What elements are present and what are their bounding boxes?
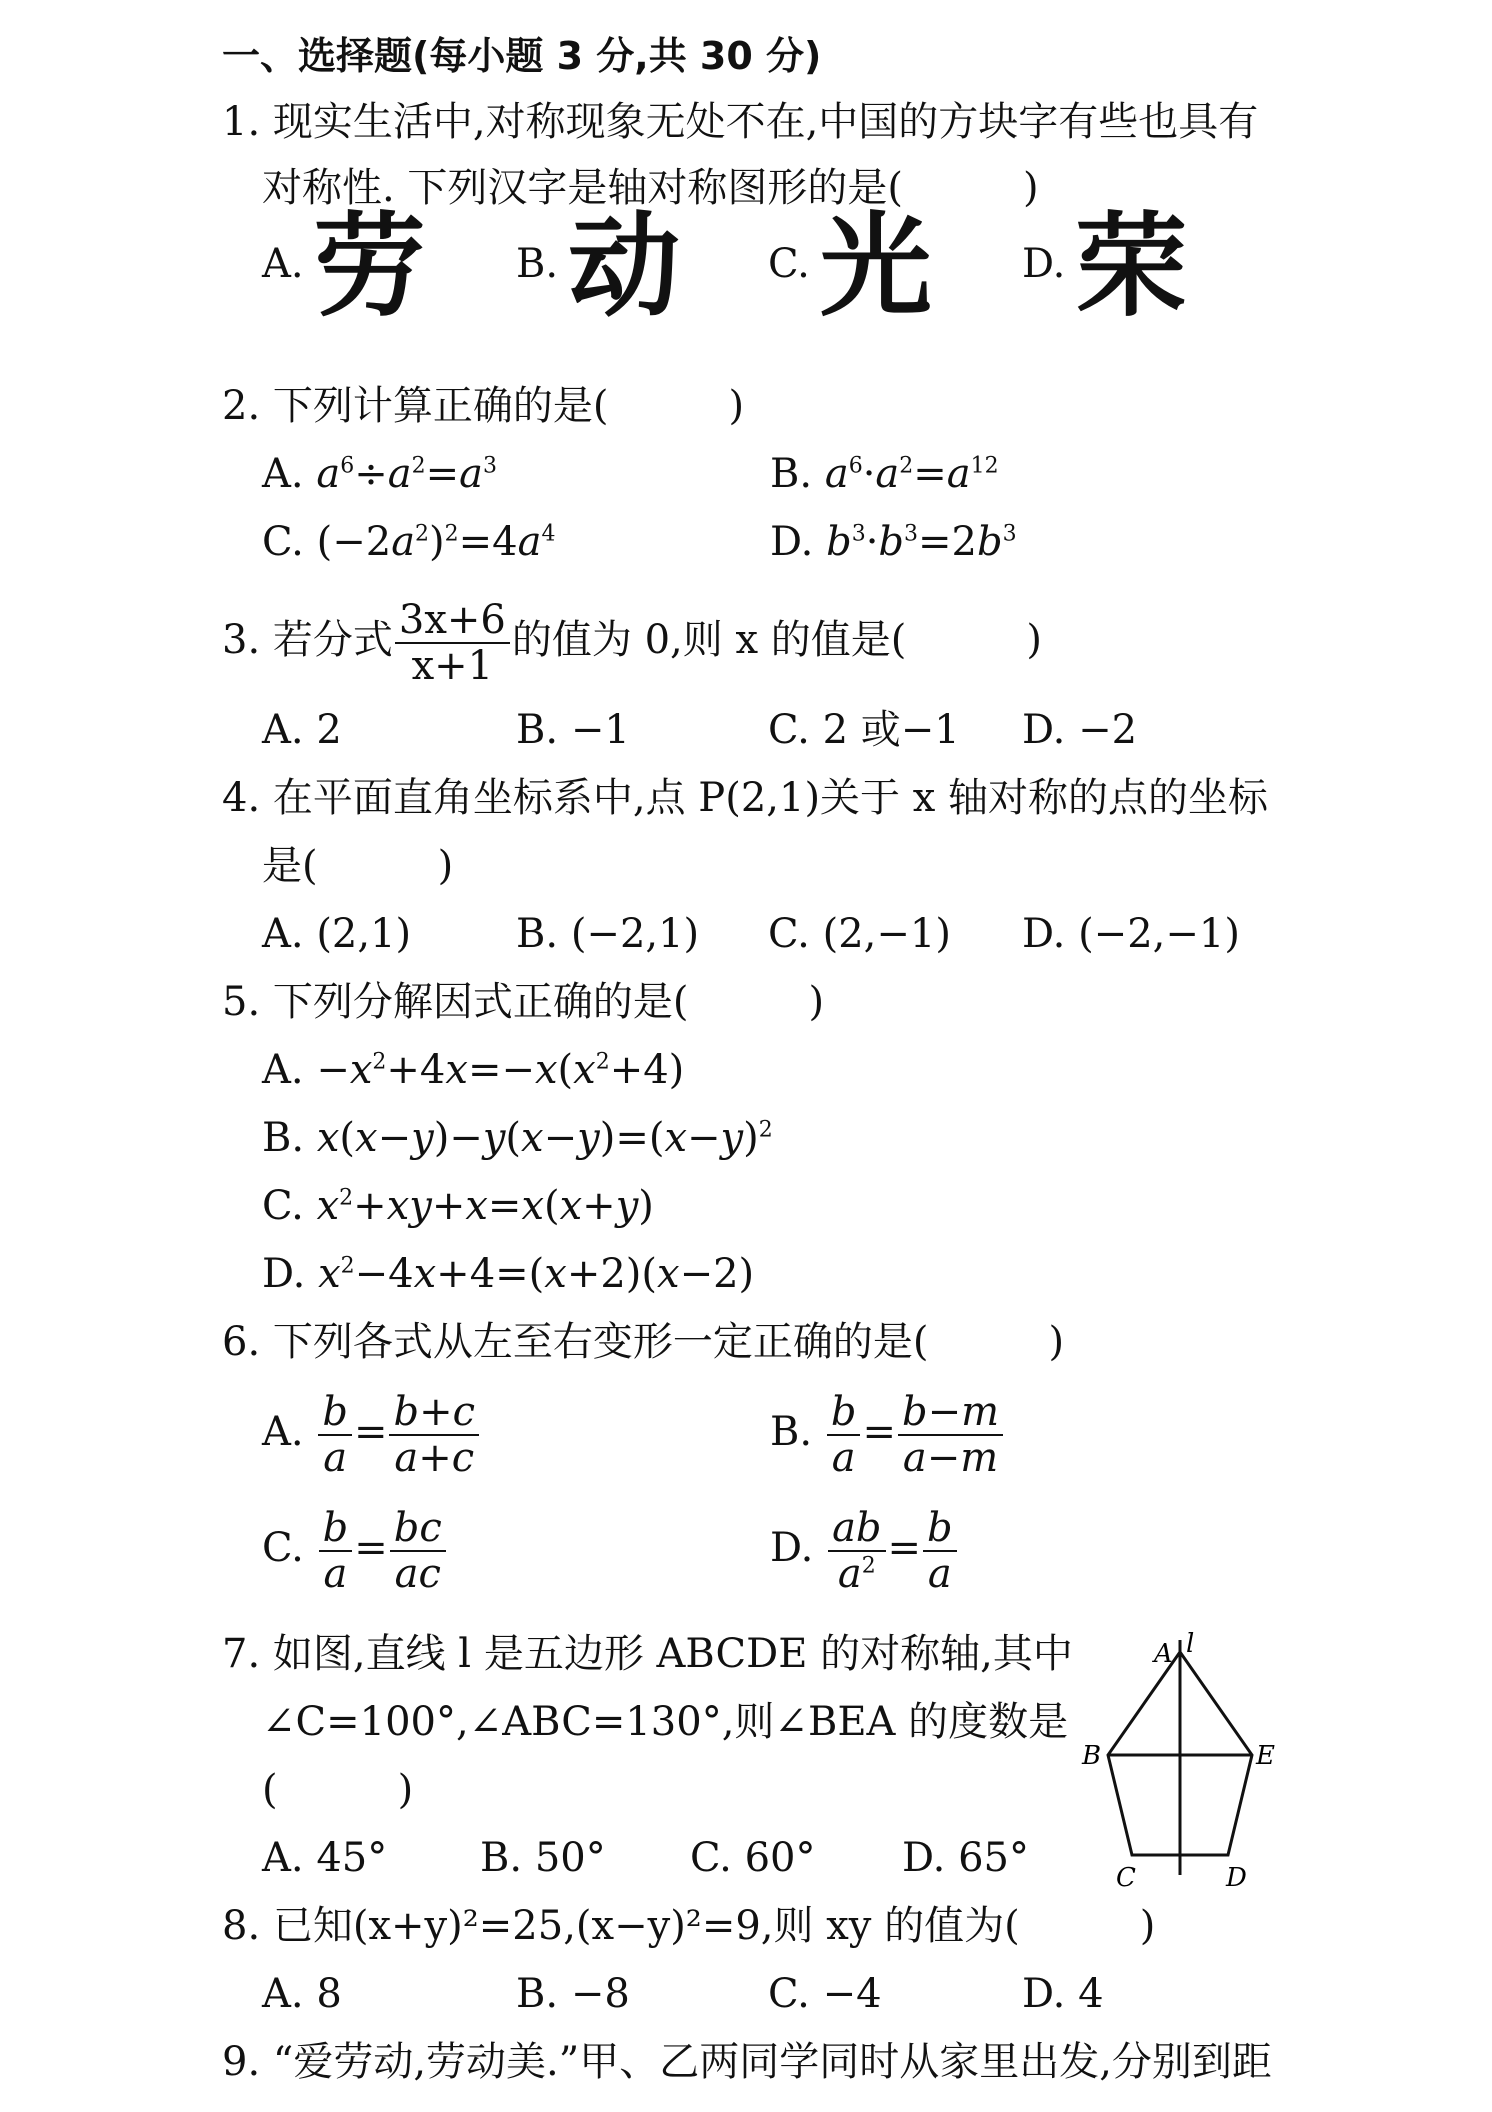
q2-option-c: C. $(-2a^2)^2=4a^4$ — [262, 519, 556, 565]
q6-option-b: B. $\frac{b}{a}$ = $\frac{b-m}{a-m}$ — [770, 1384, 1005, 1480]
q2-option-b: B. $a^6\cdot a^2=a^{12}$ — [770, 451, 999, 497]
q6-option-a: A. $\frac{b}{a}$ = $\frac{b+c}{a+c}$ — [262, 1384, 481, 1480]
q8-option-a: A. 8 — [262, 1971, 342, 2017]
q8-option-b: B. −8 — [516, 1971, 630, 2017]
q5-option-d: D. $x^2-4x+4=(x+2)(x-2)$ — [262, 1251, 755, 1297]
label-a: A — [1154, 1639, 1173, 1669]
q3-option-d: D. −2 — [1022, 707, 1138, 753]
q5-text: 5. 下列分解因式正确的是( ) — [222, 979, 825, 1025]
label-e: E — [1256, 1741, 1275, 1771]
q5-option-b: B. $x(x-y)-y(x-y)=(x-y)^2$ — [262, 1115, 773, 1161]
q4-option-d: D. (−2,−1) — [1022, 911, 1240, 957]
q7-text-line3: ( ) — [262, 1767, 414, 1813]
q4-text-line2: 是( ) — [262, 843, 454, 889]
label-l: l — [1186, 1630, 1195, 1659]
q1-option-c: C.光 — [768, 202, 932, 332]
q8-option-d: D. 4 — [1022, 1971, 1104, 2017]
q3-option-a: A. 2 — [262, 707, 342, 753]
section-title: 一、选择题(每小题 3 分,共 30 分) — [222, 34, 822, 78]
q7-option-c: C. 60° — [690, 1835, 816, 1881]
q8-option-c: C. −4 — [768, 1971, 882, 2017]
q8-text: 8. 已知(x+y)²=25,(x−y)²=9,则 xy 的值为( ) — [222, 1903, 1156, 1949]
q2-option-a: A. $a^6\div a^2=a^3$ — [262, 451, 497, 497]
q2-text: 2. 下列计算正确的是( ) — [222, 383, 745, 429]
q3-option-b: B. −1 — [516, 707, 630, 753]
q3-text: 3. 若分式 $\frac{3x+6}{x+1}$ 的值为 0,则 x 的值是( ) — [222, 597, 1042, 689]
q7-option-d: D. 65° — [902, 1835, 1029, 1881]
label-b: B — [1082, 1741, 1102, 1771]
hanzi-option-a: 劳 — [313, 202, 426, 332]
hanzi-option-d: 荣 — [1075, 202, 1188, 332]
q7-option-a: A. 45° — [262, 1835, 388, 1881]
q4-text-line1: 4. 在平面直角坐标系中,点 P(2,1)关于 x 轴对称的点的坐标 — [222, 775, 1269, 821]
q4-option-b: B. (−2,1) — [516, 911, 700, 957]
pentagon-figure — [1080, 1630, 1290, 1890]
hanzi-option-b: 动 — [568, 202, 681, 332]
q9-text: 9. “爱劳动,劳动美.”甲、乙两同学同时从家里出发,分别到距 — [222, 2039, 1272, 2085]
q6-option-c: C. $\frac{b}{a}$ = $\frac{bc}{ac}$ — [262, 1500, 448, 1596]
q2-option-d: D. $b^3\cdot b^3=2b^3$ — [770, 519, 1017, 565]
q5-option-a: A. $-x^2+4x=-x(x^2+4)$ — [262, 1047, 685, 1093]
label-c: C — [1116, 1863, 1136, 1890]
q5-option-c: C. $x^2+xy+x=x(x+y)$ — [262, 1183, 654, 1229]
q1-option-d: D.荣 — [1022, 202, 1188, 332]
q6-text: 6. 下列各式从左至右变形一定正确的是( ) — [222, 1319, 1065, 1365]
q1-text-line1: 1. 现实生活中,对称现象无处不在,中国的方块字有些也具有 — [222, 99, 1259, 145]
q3-fraction: $\frac{3x+6}{x+1}$ — [395, 598, 510, 688]
q4-option-a: A. (2,1) — [262, 911, 412, 957]
q7-text-line2: ∠C=100°,∠ABC=130°,则∠BEA 的度数是 — [262, 1699, 1069, 1745]
q3-option-c: C. 2 或−1 — [768, 707, 960, 753]
q1-option-b: B.动 — [516, 202, 681, 332]
q4-option-c: C. (2,−1) — [768, 911, 951, 957]
q7-option-b: B. 50° — [480, 1835, 606, 1881]
hanzi-option-c: 光 — [819, 202, 932, 332]
q1-text-line2: 对称性. 下列汉字是轴对称图形的是( ) — [262, 165, 1039, 211]
q1-option-a: A.劳 — [262, 202, 426, 332]
q6-option-d: D. $\frac{ab}{a^2}$ = $\frac{b}{a}$ — [770, 1500, 959, 1596]
label-d: D — [1226, 1863, 1247, 1890]
q7-text-line1: 7. 如图,直线 l 是五边形 ABCDE 的对称轴,其中 — [222, 1631, 1073, 1677]
